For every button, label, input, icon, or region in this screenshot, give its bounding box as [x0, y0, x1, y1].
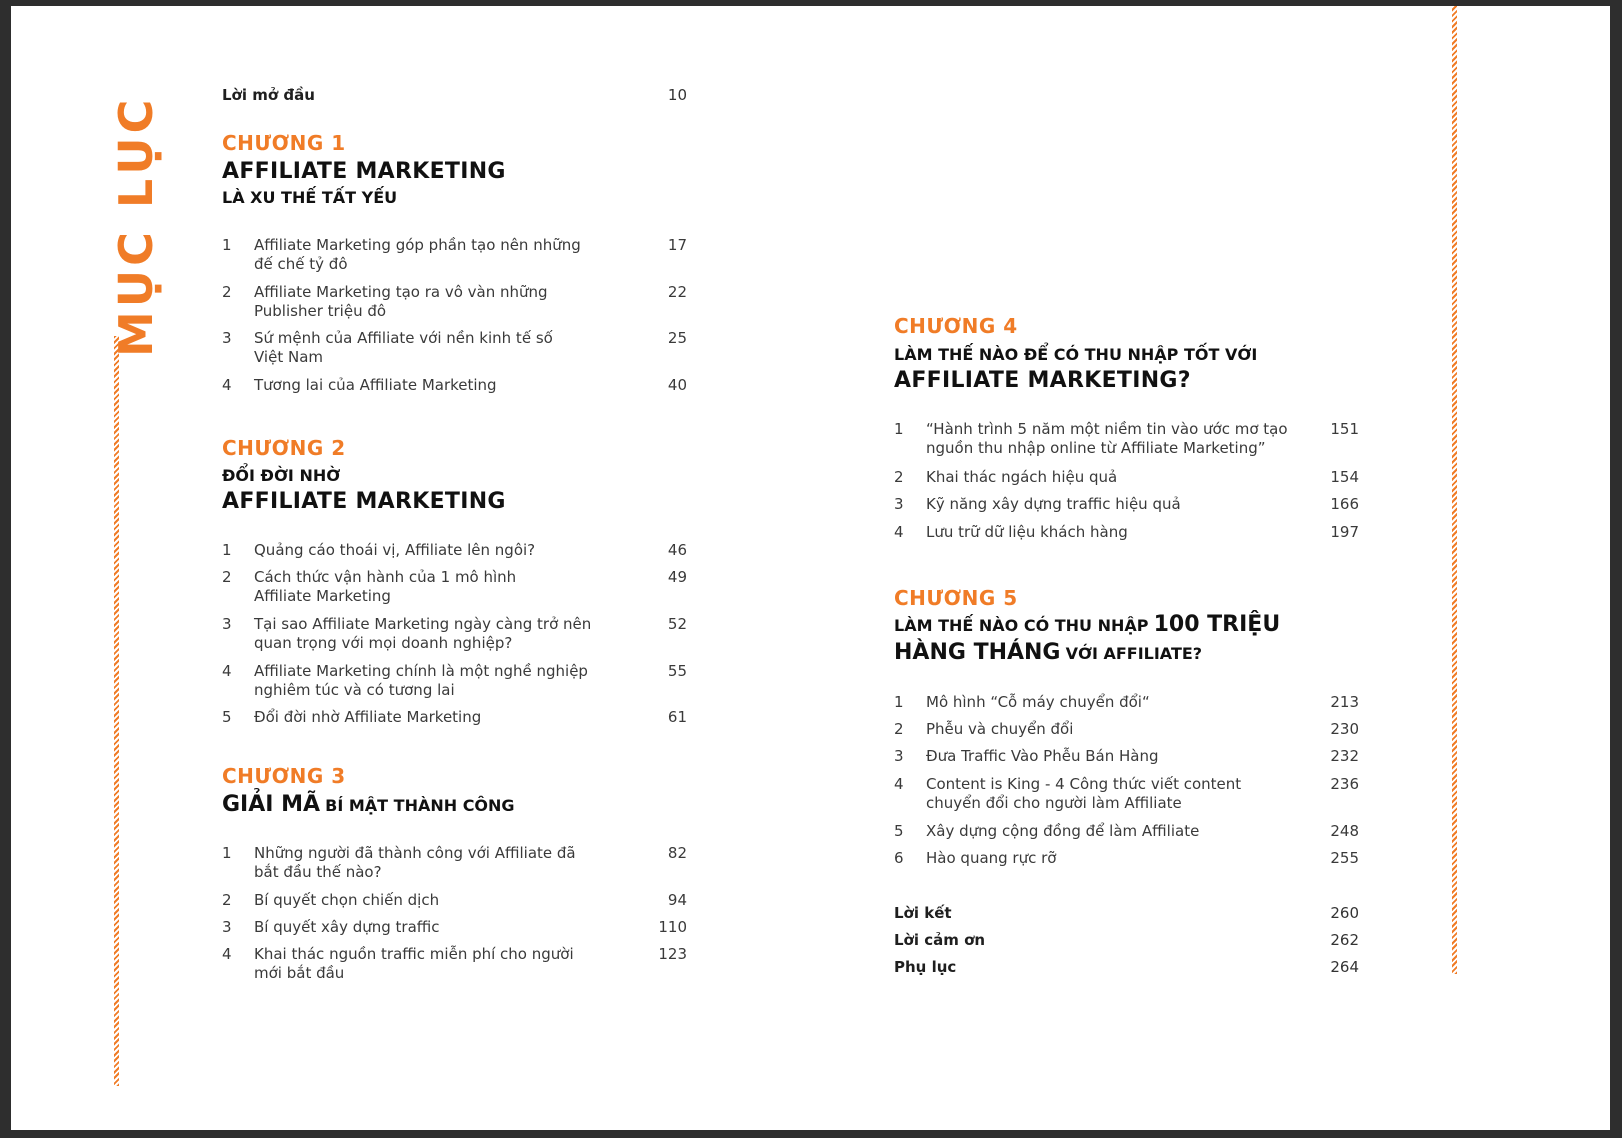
entry-number: 4 [222, 945, 232, 963]
chapter-5-heading-line1-big: 100 TRIỆU [1153, 612, 1281, 637]
entry-number: 4 [222, 376, 232, 394]
entry-page: 232 [1330, 747, 1359, 765]
chapter-4-heading-small: LÀM THẾ NÀO ĐỂ CÓ THU NHẬP TỐT VỚI [894, 345, 1258, 364]
entry-page: 151 [1330, 420, 1359, 438]
entry-number: 4 [894, 775, 904, 793]
entry-title-line1: Kỹ năng xây dựng traffic hiệu quả [926, 495, 1181, 513]
chapter-1-heading-small: LÀ XU THẾ TẤT YẾU [222, 188, 398, 207]
entry-number: 4 [894, 523, 904, 541]
entry-page: 197 [1330, 523, 1359, 541]
chapter-3-heading-small: BÍ MẬT THÀNH CÔNG [325, 796, 515, 815]
entry-number: 3 [222, 329, 232, 347]
entry-page: 123 [658, 945, 687, 963]
entry-title-line1: Tại sao Affiliate Marketing ngày càng trở nên [254, 615, 592, 633]
chapter-5-heading-line2-small: VỚI AFFILIATE? [1065, 644, 1203, 663]
entry-title-line2: đế chế tỷ đô [254, 255, 348, 273]
entry-number: 3 [222, 615, 232, 633]
entry-number: 2 [894, 720, 904, 738]
entry-page: 46 [667, 541, 687, 559]
toc-closing-label[interactable]: Lời kết [894, 904, 952, 922]
entry-title-line2: quan trọng với mọi doanh nghiệp? [254, 634, 513, 652]
chapter-1-heading-big: AFFILIATE MARKETING [222, 159, 506, 184]
entry-number: 2 [222, 283, 232, 301]
entry-page: 255 [1330, 849, 1359, 867]
entry-page: 55 [667, 662, 687, 680]
entry-title-line1: Hào quang rực rỡ [926, 849, 1057, 867]
toc-closing-label[interactable]: Phụ lục [894, 958, 957, 976]
chapter-5-heading-line1-small: LÀM THẾ NÀO CÓ THU NHẬP [894, 616, 1149, 635]
chapter-2-heading-small: ĐỔI ĐỜI NHỜ [222, 466, 341, 485]
book-page-spread [11, 6, 1610, 1130]
entry-number: 4 [222, 662, 232, 680]
entry-title-line1: Affiliate Marketing tạo ra vô vàn những [254, 283, 548, 301]
entry-page: 82 [667, 844, 687, 862]
entry-title-line1: Khai thác nguồn traffic miễn phí cho người [254, 945, 574, 963]
entry-number: 3 [894, 747, 904, 765]
toc-right-column [894, 6, 1364, 1130]
entry-page: 40 [667, 376, 687, 394]
right-decorative-stripe [1452, 6, 1457, 974]
toc-intro-page: 10 [667, 86, 687, 104]
entry-page: 230 [1330, 720, 1359, 738]
entry-title-line2: nghiêm túc và có tương lai [254, 681, 455, 699]
chapter-5-heading-line1 [894, 612, 1280, 637]
entry-number: 2 [222, 568, 232, 586]
entry-number: 5 [894, 822, 904, 840]
entry-title-line1: Mô hình “Cỗ máy chuyển đổi“ [926, 693, 1150, 711]
entry-page: 17 [667, 236, 687, 254]
entry-number: 3 [894, 495, 904, 513]
entry-page: 61 [667, 708, 687, 726]
entry-number: 1 [222, 541, 232, 559]
entry-title-line1: Cách thức vận hành của 1 mô hình [254, 568, 517, 586]
chapter-3-heading [222, 792, 515, 817]
toc-left-column [222, 6, 687, 1130]
chapter-3-heading-big: GIẢI MÃ [222, 792, 321, 817]
entry-number: 2 [222, 891, 232, 909]
entry-title-line1: Quảng cáo thoái vị, Affiliate lên ngôi? [254, 541, 536, 559]
entry-title-line1: Bí quyết xây dựng traffic [254, 918, 440, 936]
entry-number: 3 [222, 918, 232, 936]
entry-page: 49 [667, 568, 687, 586]
entry-number: 1 [222, 844, 232, 862]
entry-title-line1: Affiliate Marketing chính là một nghề nghiệp [254, 662, 588, 680]
chapter-4-heading-big: AFFILIATE MARKETING? [894, 368, 1191, 393]
entry-page: 25 [667, 329, 687, 347]
entry-number: 6 [894, 849, 904, 867]
entry-title-line1: Phễu và chuyển đổi [926, 720, 1074, 738]
chapter-5-label: CHƯƠNG 5 [894, 586, 1018, 610]
toc-closing-page: 262 [1330, 931, 1359, 949]
chapter-4-label: CHƯƠNG 4 [894, 314, 1018, 338]
entry-number: 1 [894, 693, 904, 711]
chapter-5-heading-line2 [894, 640, 1202, 665]
entry-page: 110 [658, 918, 687, 936]
toc-closing-label[interactable]: Lời cảm ơn [894, 931, 986, 949]
entry-title-line1: Bí quyết chọn chiến dịch [254, 891, 440, 909]
entry-number: 5 [222, 708, 232, 726]
entry-title-line1: Đưa Traffic Vào Phễu Bán Hàng [926, 747, 1159, 765]
entry-title-line2: Affiliate Marketing [254, 587, 391, 605]
entry-title-line1: Affiliate Marketing góp phần tạo nên những [254, 236, 581, 254]
entry-page: 154 [1330, 468, 1359, 486]
entry-page: 213 [1330, 693, 1359, 711]
chapter-1-label: CHƯƠNG 1 [222, 131, 346, 155]
entry-title-line1: Xây dựng cộng đồng để làm Affiliate [926, 822, 1200, 840]
chapter-2-heading-big: AFFILIATE MARKETING [222, 489, 506, 514]
entry-number: 1 [894, 420, 904, 438]
toc-closing-page: 264 [1330, 958, 1359, 976]
entry-page: 166 [1330, 495, 1359, 513]
entry-title-line1: Khai thác ngách hiệu quả [926, 468, 1118, 486]
entry-title-line2: mới bắt đầu [254, 964, 345, 982]
entry-title-line2: chuyển đổi cho người làm Affiliate [926, 794, 1182, 812]
entry-page: 236 [1330, 775, 1359, 793]
entry-title-line1: Tương lai của Affiliate Marketing [254, 376, 497, 394]
entry-number: 2 [894, 468, 904, 486]
entry-title-line2: Việt Nam [254, 348, 324, 366]
toc-intro-label[interactable]: Lời mở đầu [222, 86, 315, 104]
entry-title-line1: Những người đã thành công với Affiliate đã [254, 844, 576, 862]
toc-closing-page: 260 [1330, 904, 1359, 922]
entry-title-line1: “Hành trình 5 năm một niềm tin vào ước mơ tạo [926, 420, 1288, 438]
entry-page: 248 [1330, 822, 1359, 840]
entry-page: 52 [667, 615, 687, 633]
chapter-2-label: CHƯƠNG 2 [222, 436, 346, 460]
entry-page: 94 [667, 891, 687, 909]
left-decorative-stripe [114, 336, 119, 1086]
entry-title-line2: Publisher triệu đô [254, 302, 387, 320]
entry-title-line1: Sứ mệnh của Affiliate với nền kinh tế số [254, 329, 553, 347]
entry-title-line1: Lưu trữ dữ liệu khách hàng [926, 523, 1128, 541]
entry-title-line1: Đổi đời nhờ Affiliate Marketing [254, 708, 482, 726]
entry-title-line2: bắt đầu thế nào? [254, 863, 382, 881]
chapter-5-heading-line2-big: HÀNG THÁNG [894, 640, 1061, 665]
entry-number: 1 [222, 236, 232, 254]
entry-title-line2: nguồn thu nhập online từ Affiliate Marketing” [926, 439, 1266, 457]
entry-title-line1: Content is King - 4 Công thức viết content [926, 775, 1242, 793]
entry-page: 22 [667, 283, 687, 301]
vertical-toc-title: MỤC LỤC [109, 95, 163, 357]
chapter-3-label: CHƯƠNG 3 [222, 764, 346, 788]
